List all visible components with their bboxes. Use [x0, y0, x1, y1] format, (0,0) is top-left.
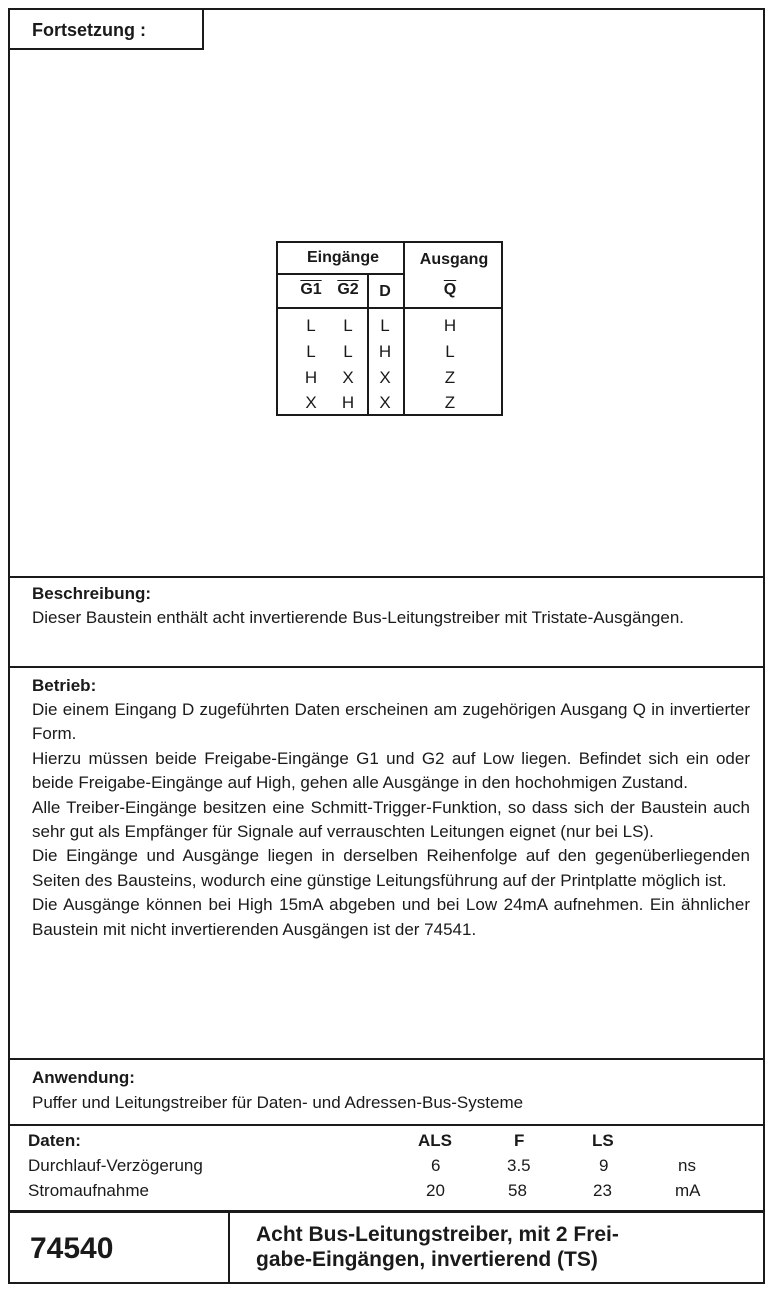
row4-q: Z: [444, 393, 456, 412]
anwendung-text: [32, 1091, 750, 1115]
truth-table: [276, 241, 503, 416]
part-title-line: Acht Bus-Leitungstreiber, mit 2 Frei-: [256, 1223, 619, 1246]
daten-row-label: Stromaufnahme: [28, 1181, 149, 1200]
row2-g1: L: [306, 342, 316, 361]
row1-g1: L: [306, 316, 316, 335]
daten-row-label: Durchlauf-Verzögerung: [28, 1156, 203, 1175]
row4-g2: H: [341, 393, 355, 412]
betrieb-paragraph: Die Eingänge und Ausgänge liegen in derselben Reihenfolge auf den gegenüberliegenden Seiten des Bausteins, wodurch eine günstige Leitungsführung auf der Printplatte möglich ist.: [32, 846, 750, 890]
betrieb-text: [32, 698, 750, 942]
daten-row-unit: ns: [678, 1156, 696, 1175]
part-number: 74540: [30, 1232, 114, 1265]
divider: [8, 1124, 765, 1126]
row1-q: H: [443, 316, 457, 335]
daten-title: Daten:: [28, 1131, 81, 1150]
beschreibung-title: Beschreibung:: [32, 584, 152, 603]
col-g1: G1: [300, 281, 322, 298]
betrieb-paragraph: Die einem Eingang D zugeführten Daten erscheinen am zugehörigen Ausgang Q in invertierter Form.: [32, 700, 750, 744]
continuation-heading: [8, 8, 204, 50]
row3-g1: H: [304, 368, 318, 387]
anwendung-paragraph: Puffer und Leitungstreiber für Daten- und Adressen-Bus-Systeme: [32, 1093, 524, 1112]
betrieb-paragraph: Die Ausgänge können bei High 15mA abgeben und bei Low 24mA aufnehmen. Ein ähnlicher Baustein mit nicht invertierenden Ausgängen ist der 74541.: [32, 895, 750, 939]
col-d: D: [379, 283, 391, 300]
row3-g2: X: [342, 368, 354, 387]
col-g2: G2: [337, 281, 359, 298]
betrieb-paragraph: Alle Treiber-Eingänge besitzen eine Schmitt-Trigger-Funktion, so dass sich der Baustein auch sehr gut als Empfänger für Signale auf verrauschten Leitungen eignet (nur bei LS).: [32, 797, 750, 842]
beschreibung-text: [32, 606, 750, 630]
header-ausgang: Ausgang: [419, 251, 489, 268]
row4-d: X: [379, 393, 391, 412]
row4-g1: X: [305, 393, 317, 412]
betrieb-title: Betrieb:: [32, 676, 97, 695]
row2-g2: L: [343, 342, 353, 361]
header-eingaenge: Eingänge: [306, 249, 379, 266]
row1-d: L: [380, 316, 390, 335]
divider: [8, 576, 765, 578]
continuation-label: Fortsetzung :: [32, 20, 146, 40]
part-title: [256, 1222, 756, 1272]
anwendung-title: Anwendung:: [32, 1068, 135, 1087]
daten-row-als: 6: [431, 1156, 441, 1175]
col-q: $\overline{Q}$: [443, 281, 457, 298]
divider: [8, 666, 765, 668]
daten-row-f: 58: [508, 1181, 527, 1200]
row3-d: X: [379, 368, 391, 387]
row2-q: L: [445, 342, 455, 361]
betrieb-paragraph: Hierzu müssen beide Freigabe-Eingänge G1 und G2 auf Low liegen. Befindet sich ein oder beide Freigabe-Eingänge auf High, gehen alle Ausgänge in den hochohmigen Zustand.: [32, 748, 750, 793]
daten-row-f: 3.5: [507, 1156, 531, 1175]
daten-col-ls: LS: [592, 1131, 614, 1150]
beschreibung-paragraph: Dieser Baustein enthält acht invertierende Bus-Leitungstreiber mit Tristate-Ausgängen.: [32, 608, 685, 627]
part-title-line: gabe-Eingängen, invertierend (TS): [256, 1248, 598, 1271]
daten-col-f: F: [514, 1131, 525, 1150]
daten-col-als: ALS: [418, 1131, 452, 1150]
daten-row-unit: mA: [675, 1181, 701, 1200]
divider: [8, 1058, 765, 1060]
row3-q: Z: [444, 368, 456, 387]
daten-row-als: 20: [426, 1181, 445, 1200]
daten-row-ls: 9: [599, 1156, 609, 1175]
row1-g2: L: [343, 316, 353, 335]
daten-row-ls: 23: [593, 1181, 612, 1200]
row2-d: H: [378, 342, 392, 361]
